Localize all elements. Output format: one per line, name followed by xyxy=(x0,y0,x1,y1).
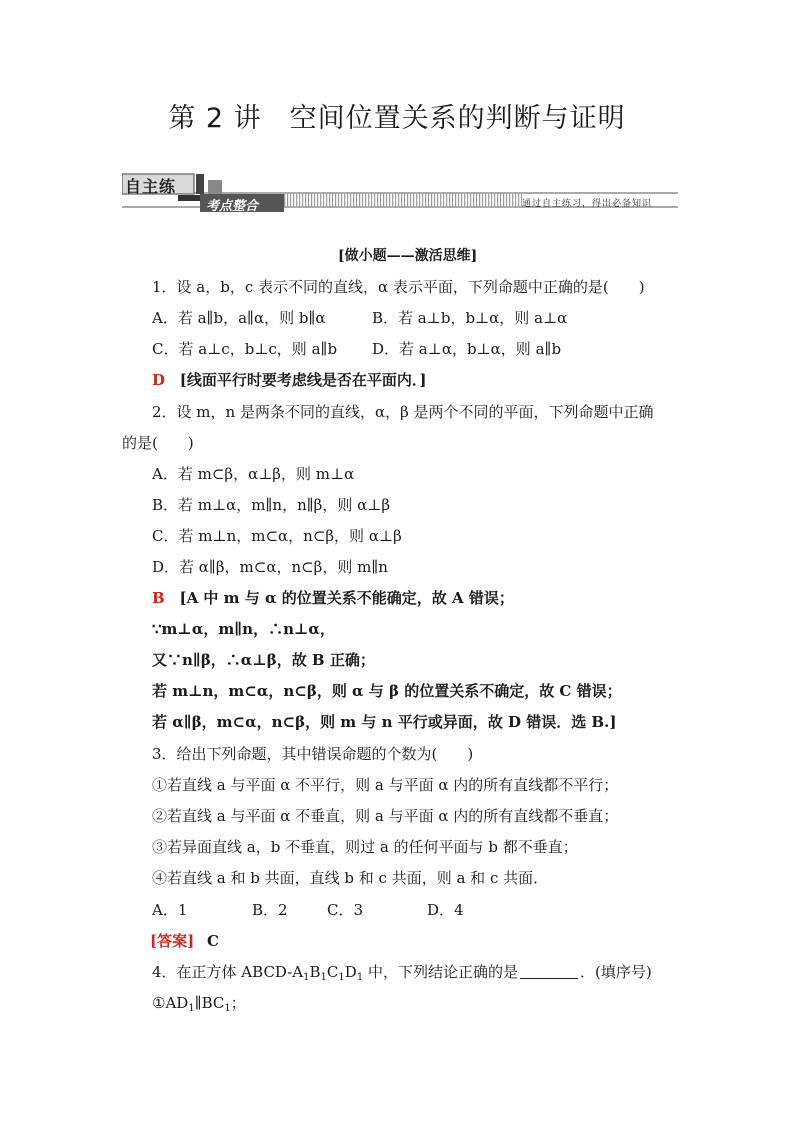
banner-tag-1: 自主练 xyxy=(125,177,177,196)
q1-answer: D xyxy=(152,371,166,389)
q1-analysis: [线面平行时要考虑线是否在平面内．] xyxy=(179,371,427,389)
q3-answer: C xyxy=(206,932,219,950)
section-banner xyxy=(122,170,678,214)
q2-analysis-4: 若 m⊥n，m⊂α，n⊂β，则 α 与 β 的位置关系不确定，故 C 错误； xyxy=(152,682,622,700)
q2-option-c: C．若 m⊥n，m⊂α，n⊂β，则 α⊥β xyxy=(152,527,402,545)
q2-stem-line-2: 的是( ) xyxy=(122,434,194,452)
q4-stem: 4．在正方体 ABCD-$A_1B_1C_1D_1$ 中，下列结论正确的是 ．(填序号) xyxy=(152,963,652,983)
q1-answer-line xyxy=(152,370,427,390)
q3-option-c: C．3 xyxy=(327,901,364,919)
q3-answer-label: [答案] xyxy=(150,932,195,950)
q2-answer-line xyxy=(152,588,514,608)
section-heading: [做小题——激活思维] xyxy=(338,248,478,264)
answer-blank xyxy=(520,964,578,979)
q3-option-d: D．4 xyxy=(427,901,464,919)
q2-option-b: B．若 m⊥α，m∥n，n∥β，则 α⊥β xyxy=(152,496,391,514)
q3-answer-line xyxy=(150,931,219,951)
q2-analysis-5: 若 α∥β，m⊂α，n⊂β，则 m 与 n 平行或异面，故 D 错误．选 B.] xyxy=(152,713,617,731)
q1-option-b: B．若 a⊥b，b⊥α，则 a⊥α xyxy=(372,309,568,327)
q1-stem: 1．设 a，b，c 表示不同的直线，α 表示平面，下列命题中正确的是( ) xyxy=(152,278,645,296)
q2-stem-line-1: 2．设 m，n 是两条不同的直线，α，β 是两个不同的平面，下列命题中正确 xyxy=(152,403,654,421)
q2-analysis-3: 又∵n∥β，∴α⊥β，故 B 正确； xyxy=(152,651,375,669)
page-title: 第 2 讲 空间位置关系的判断与证明 xyxy=(168,103,626,134)
q1-option-d: D．若 a⊥α，b⊥α，则 a∥b xyxy=(372,340,562,358)
q4-item-1: $①AD_1\parallel BC_1$； xyxy=(152,994,246,1014)
q1-option-a: A．若 a∥b，a∥α，则 b∥α xyxy=(152,309,326,327)
q2-option-a: A．若 m⊂β，α⊥β，则 m⊥α xyxy=(152,465,355,483)
q3-option-a: A．1 xyxy=(152,901,188,919)
q3-option-b: B．2 xyxy=(252,901,288,919)
q2-option-d: D．若 α∥β，m⊂α，n⊂β，则 m∥n xyxy=(152,558,388,576)
q3-stem: 3．给出下列命题，其中错误命题的个数为( ) xyxy=(152,745,474,763)
q3-item-1: ①若直线 a 与平面 α 不平行，则 a 与平面 α 内的所有直线都不平行； xyxy=(152,776,619,794)
q2-answer: B xyxy=(152,589,165,607)
q3-item-3: ③若异面直线 a，b 不垂直，则过 a 的任何平面与 b 都不垂直； xyxy=(152,838,578,856)
banner-subtitle: 通过自主练习，得出必备知识 xyxy=(522,199,653,209)
q3-item-2: ②若直线 a 与平面 α 不垂直，则 a 与平面 α 内的所有直线都不垂直； xyxy=(152,807,619,825)
q1-option-c: C．若 a⊥c，b⊥c，则 a∥b xyxy=(152,340,338,358)
banner-tag-2: 考点整合 xyxy=(206,199,259,214)
q3-item-4: ④若直线 a 和 b 共面，直线 b 和 c 共面，则 a 和 c 共面． xyxy=(152,869,549,887)
q2-analysis-2: ∵m⊥α，m∥n，∴n⊥α， xyxy=(152,620,335,638)
q2-analysis-1: [A 中 m 与 α 的位置关系不能确定，故 A 错误； xyxy=(179,589,514,607)
